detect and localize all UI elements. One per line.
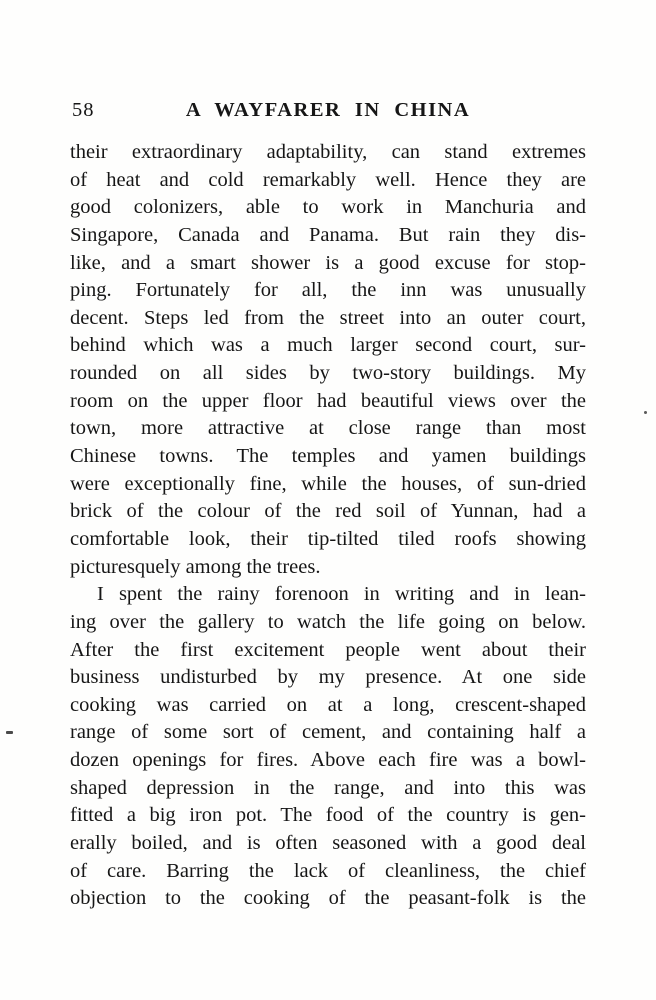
text-line: shaped depression in the range, and into this was	[70, 776, 586, 799]
text-line: cooking was carried on at a long, crescent-shaped	[70, 693, 586, 716]
text-line: town, more attractive at close range than most	[70, 417, 586, 440]
text-line: of care. Barring the lack of cleanliness, the chief	[70, 859, 586, 882]
text-line: rounded on all sides by two-story buildings. My	[70, 362, 586, 385]
text-line: brick of the colour of the red soil of Yunnan, had a	[70, 500, 586, 523]
page-body	[70, 139, 586, 913]
text-line: room on the upper floor had beautiful views over the	[70, 389, 586, 412]
text-line: picturesquely among the trees.	[70, 555, 321, 578]
text-line: range of some sort of cement, and containing half a	[70, 721, 586, 744]
scan-speck-dash	[6, 731, 13, 734]
text-line: erally boiled, and is often seasoned with a good deal	[70, 832, 586, 855]
text-line: objection to the cooking of the peasant-folk is the	[70, 887, 586, 910]
text-line: business undisturbed by my presence. At one side	[70, 666, 586, 689]
header-title: A WAYFARER IN CHINA	[185, 99, 471, 121]
text-line: good colonizers, able to work in Manchuria and	[70, 196, 586, 219]
running-header	[70, 98, 586, 126]
text-line: like, and a smart shower is a good excuse for stop-	[70, 251, 586, 274]
text-line: their extraordinary adaptability, can stand extremes	[70, 141, 586, 163]
text-line: dozen openings for fires. Above each fire was a bowl-	[70, 749, 586, 772]
text-line: decent. Steps led from the street into an outer court,	[70, 306, 586, 329]
paragraph	[70, 581, 586, 913]
text-line: behind which was a much larger second court, sur-	[70, 334, 586, 357]
text-line: I spent the rainy forenoon in writing and in lean-	[97, 583, 586, 606]
text-line: comfortable look, their tip-tilted tiled roofs showing	[70, 527, 586, 550]
text-line: were exceptionally fine, while the houses, of sun-dried	[70, 472, 586, 495]
text-line: ping. Fortunately for all, the inn was unusually	[70, 279, 586, 302]
paragraph	[70, 139, 586, 581]
text-line: Singapore, Canada and Panama. But rain they dis-	[70, 223, 586, 246]
scan-speck-dot	[644, 411, 647, 414]
text-line: of heat and cold remarkably well. Hence they are	[70, 168, 586, 191]
text-line: After the first excitement people went about their	[70, 638, 586, 661]
text-line: Chinese towns. The temples and yamen buildings	[70, 445, 586, 468]
text-line: ing over the gallery to watch the life going on below.	[70, 610, 586, 633]
page-number: 58	[72, 99, 95, 121]
text-line: fitted a big iron pot. The food of the country is gen-	[70, 804, 586, 827]
